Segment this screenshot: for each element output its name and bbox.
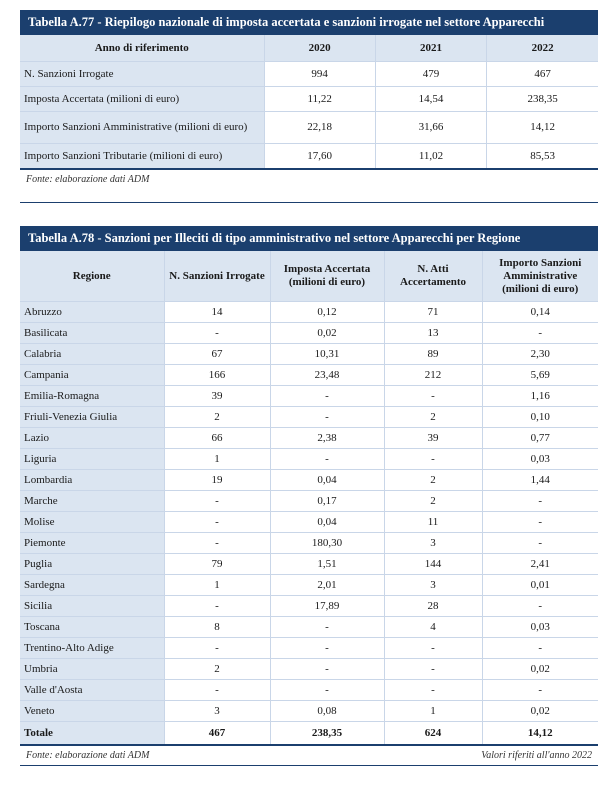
table-cell: 67 [164,344,270,365]
table-row [20,365,598,386]
table-cell: 11 [384,512,482,533]
table-a78-footer [20,746,598,766]
total-label: Totale [20,722,164,746]
row-label: Importo Sanzioni Amministrative (milioni di euro) [20,112,264,144]
table-cell: - [270,680,384,701]
table-cell: - [164,533,270,554]
table-cell: 180,30 [270,533,384,554]
table-cell: - [164,491,270,512]
table-cell: 0,77 [482,428,598,449]
table-cell: - [384,449,482,470]
region-label: Veneto [20,701,164,722]
table-row [20,407,598,428]
table-row [20,533,598,554]
table-cell: 2,01 [270,575,384,596]
table-cell: - [384,386,482,407]
table-row [20,701,598,722]
table-cell: 2,41 [482,554,598,575]
table-cell: 0,04 [270,512,384,533]
table-cell: 66 [164,428,270,449]
table-cell: 1,51 [270,554,384,575]
region-label: Sicilia [20,596,164,617]
table-cell: - [164,638,270,659]
region-label: Umbria [20,659,164,680]
table-cell: 994 [264,62,375,87]
region-label: Calabria [20,344,164,365]
table-cell: 31,66 [375,112,486,144]
table-cell: 17,89 [270,596,384,617]
table-cell: 10,31 [270,344,384,365]
table-row [20,323,598,344]
table-row [20,87,598,112]
table-cell: 4 [384,617,482,638]
column-header: Imposta Accertata (milioni di euro) [270,251,384,302]
table-cell: - [482,512,598,533]
table-cell: 1 [164,575,270,596]
table-cell: 13 [384,323,482,344]
total-cell: 624 [384,722,482,746]
total-cell: 467 [164,722,270,746]
table-cell: 0,10 [482,407,598,428]
table-header-row [20,35,598,62]
table-cell: 28 [384,596,482,617]
table-header-row [20,251,598,302]
source-note: Fonte: elaborazione dati ADM [26,750,150,761]
table-row [20,112,598,144]
table-cell: 0,03 [482,617,598,638]
table-cell: 2 [384,407,482,428]
table-cell: - [384,659,482,680]
column-header: N. Atti Accertamento [384,251,482,302]
table-cell: 1,44 [482,470,598,491]
table-cell: 2 [384,470,482,491]
table-cell: - [164,596,270,617]
table-cell: 14 [164,302,270,323]
table-row [20,470,598,491]
table-cell: 0,17 [270,491,384,512]
table-cell: - [482,323,598,344]
table-cell: 467 [487,62,598,87]
table-cell: 1 [164,449,270,470]
table-cell: 0,03 [482,449,598,470]
column-header: N. Sanzioni Irrogate [164,251,270,302]
table-row [20,144,598,170]
region-label: Toscana [20,617,164,638]
region-label: Trentino-Alto Adige [20,638,164,659]
row-label: Importo Sanzioni Tributarie (milioni di euro) [20,144,264,170]
table-cell: - [270,407,384,428]
table-cell: - [164,512,270,533]
region-label: Liguria [20,449,164,470]
table-cell: 71 [384,302,482,323]
table-cell: 39 [384,428,482,449]
table-cell: 11,22 [264,87,375,112]
region-label: Piemonte [20,533,164,554]
table-cell: 2,30 [482,344,598,365]
region-label: Basilicata [20,323,164,344]
column-header: 2022 [487,35,598,62]
divider [20,765,598,766]
table-cell: 19 [164,470,270,491]
region-label: Emilia-Romagna [20,386,164,407]
reference-note: Valori riferiti all'anno 2022 [481,750,592,761]
table-cell: 89 [384,344,482,365]
region-label: Abruzzo [20,302,164,323]
table-cell: 144 [384,554,482,575]
table-cell: 5,69 [482,365,598,386]
table-cell: 2 [384,491,482,512]
table-a77-footer [20,170,598,190]
table-cell: 0,01 [482,575,598,596]
column-header: 2021 [375,35,486,62]
region-label: Lazio [20,428,164,449]
table-cell: 0,12 [270,302,384,323]
table-row [20,428,598,449]
column-header: Regione [20,251,164,302]
table-row [20,575,598,596]
table-a77 [20,10,598,190]
table-cell: 14,54 [375,87,486,112]
table-cell: - [164,680,270,701]
table-cell: - [482,533,598,554]
table-cell: 85,53 [487,144,598,170]
table-row [20,554,598,575]
table-a78-grid [20,251,598,746]
divider [20,202,598,203]
table-row [20,638,598,659]
table-cell: 11,02 [375,144,486,170]
table-row [20,617,598,638]
table-cell: - [384,680,482,701]
table-row [20,512,598,533]
table-row [20,449,598,470]
table-cell: 14,12 [487,112,598,144]
table-cell: 79 [164,554,270,575]
region-label: Campania [20,365,164,386]
region-label: Lombardia [20,470,164,491]
table-cell: 0,02 [270,323,384,344]
table-cell: - [482,638,598,659]
table-cell: 8 [164,617,270,638]
table-cell: 166 [164,365,270,386]
table-cell: - [384,638,482,659]
region-label: Valle d'Aosta [20,680,164,701]
region-label: Sardegna [20,575,164,596]
table-cell: 212 [384,365,482,386]
table-cell: 3 [164,701,270,722]
table-cell: - [482,596,598,617]
table-cell: 17,60 [264,144,375,170]
table-cell: 3 [384,533,482,554]
region-label: Molise [20,512,164,533]
table-a78 [20,226,598,766]
table-cell: 479 [375,62,486,87]
column-header: 2020 [264,35,375,62]
table-cell: 2 [164,407,270,428]
table-row [20,62,598,87]
table-total-row [20,722,598,746]
table-cell: - [270,617,384,638]
table-cell: - [270,386,384,407]
table-cell: - [270,638,384,659]
table-cell: 238,35 [487,87,598,112]
table-row [20,680,598,701]
table-a77-grid [20,35,598,170]
table-a78-body [20,302,598,722]
table-cell: 0,02 [482,659,598,680]
table-cell: - [164,323,270,344]
region-label: Marche [20,491,164,512]
region-label: Friuli-Venezia Giulia [20,407,164,428]
table-cell: - [482,680,598,701]
table-row [20,302,598,323]
table-cell: 2,38 [270,428,384,449]
table-cell: 0,02 [482,701,598,722]
table-cell: 39 [164,386,270,407]
total-cell: 14,12 [482,722,598,746]
table-row [20,491,598,512]
column-header: Importo Sanzioni Amministrative (milioni di euro) [482,251,598,302]
region-label: Puglia [20,554,164,575]
table-cell: 0,04 [270,470,384,491]
table-cell: 23,48 [270,365,384,386]
table-a78-caption: Tabella A.78 - Sanzioni per Illeciti di tipo amministrativo nel settore Apparecchi per Regione [20,226,598,251]
table-row [20,596,598,617]
table-cell: 0,14 [482,302,598,323]
total-cell: 238,35 [270,722,384,746]
column-header: Anno di riferimento [20,35,264,62]
table-cell: 1 [384,701,482,722]
table-cell: 2 [164,659,270,680]
table-cell: 3 [384,575,482,596]
table-cell: - [270,659,384,680]
table-row [20,344,598,365]
source-note: Fonte: elaborazione dati ADM [26,174,150,185]
table-cell: - [270,449,384,470]
row-label: N. Sanzioni Irrogate [20,62,264,87]
table-row [20,386,598,407]
table-cell: 0,08 [270,701,384,722]
table-a77-caption: Tabella A.77 - Riepilogo nazionale di imposta accertata e sanzioni irrogate nel settore Apparecchi [20,10,598,35]
table-cell: - [482,491,598,512]
table-cell: 22,18 [264,112,375,144]
table-cell: 1,16 [482,386,598,407]
row-label: Imposta Accertata (milioni di euro) [20,87,264,112]
table-row [20,659,598,680]
